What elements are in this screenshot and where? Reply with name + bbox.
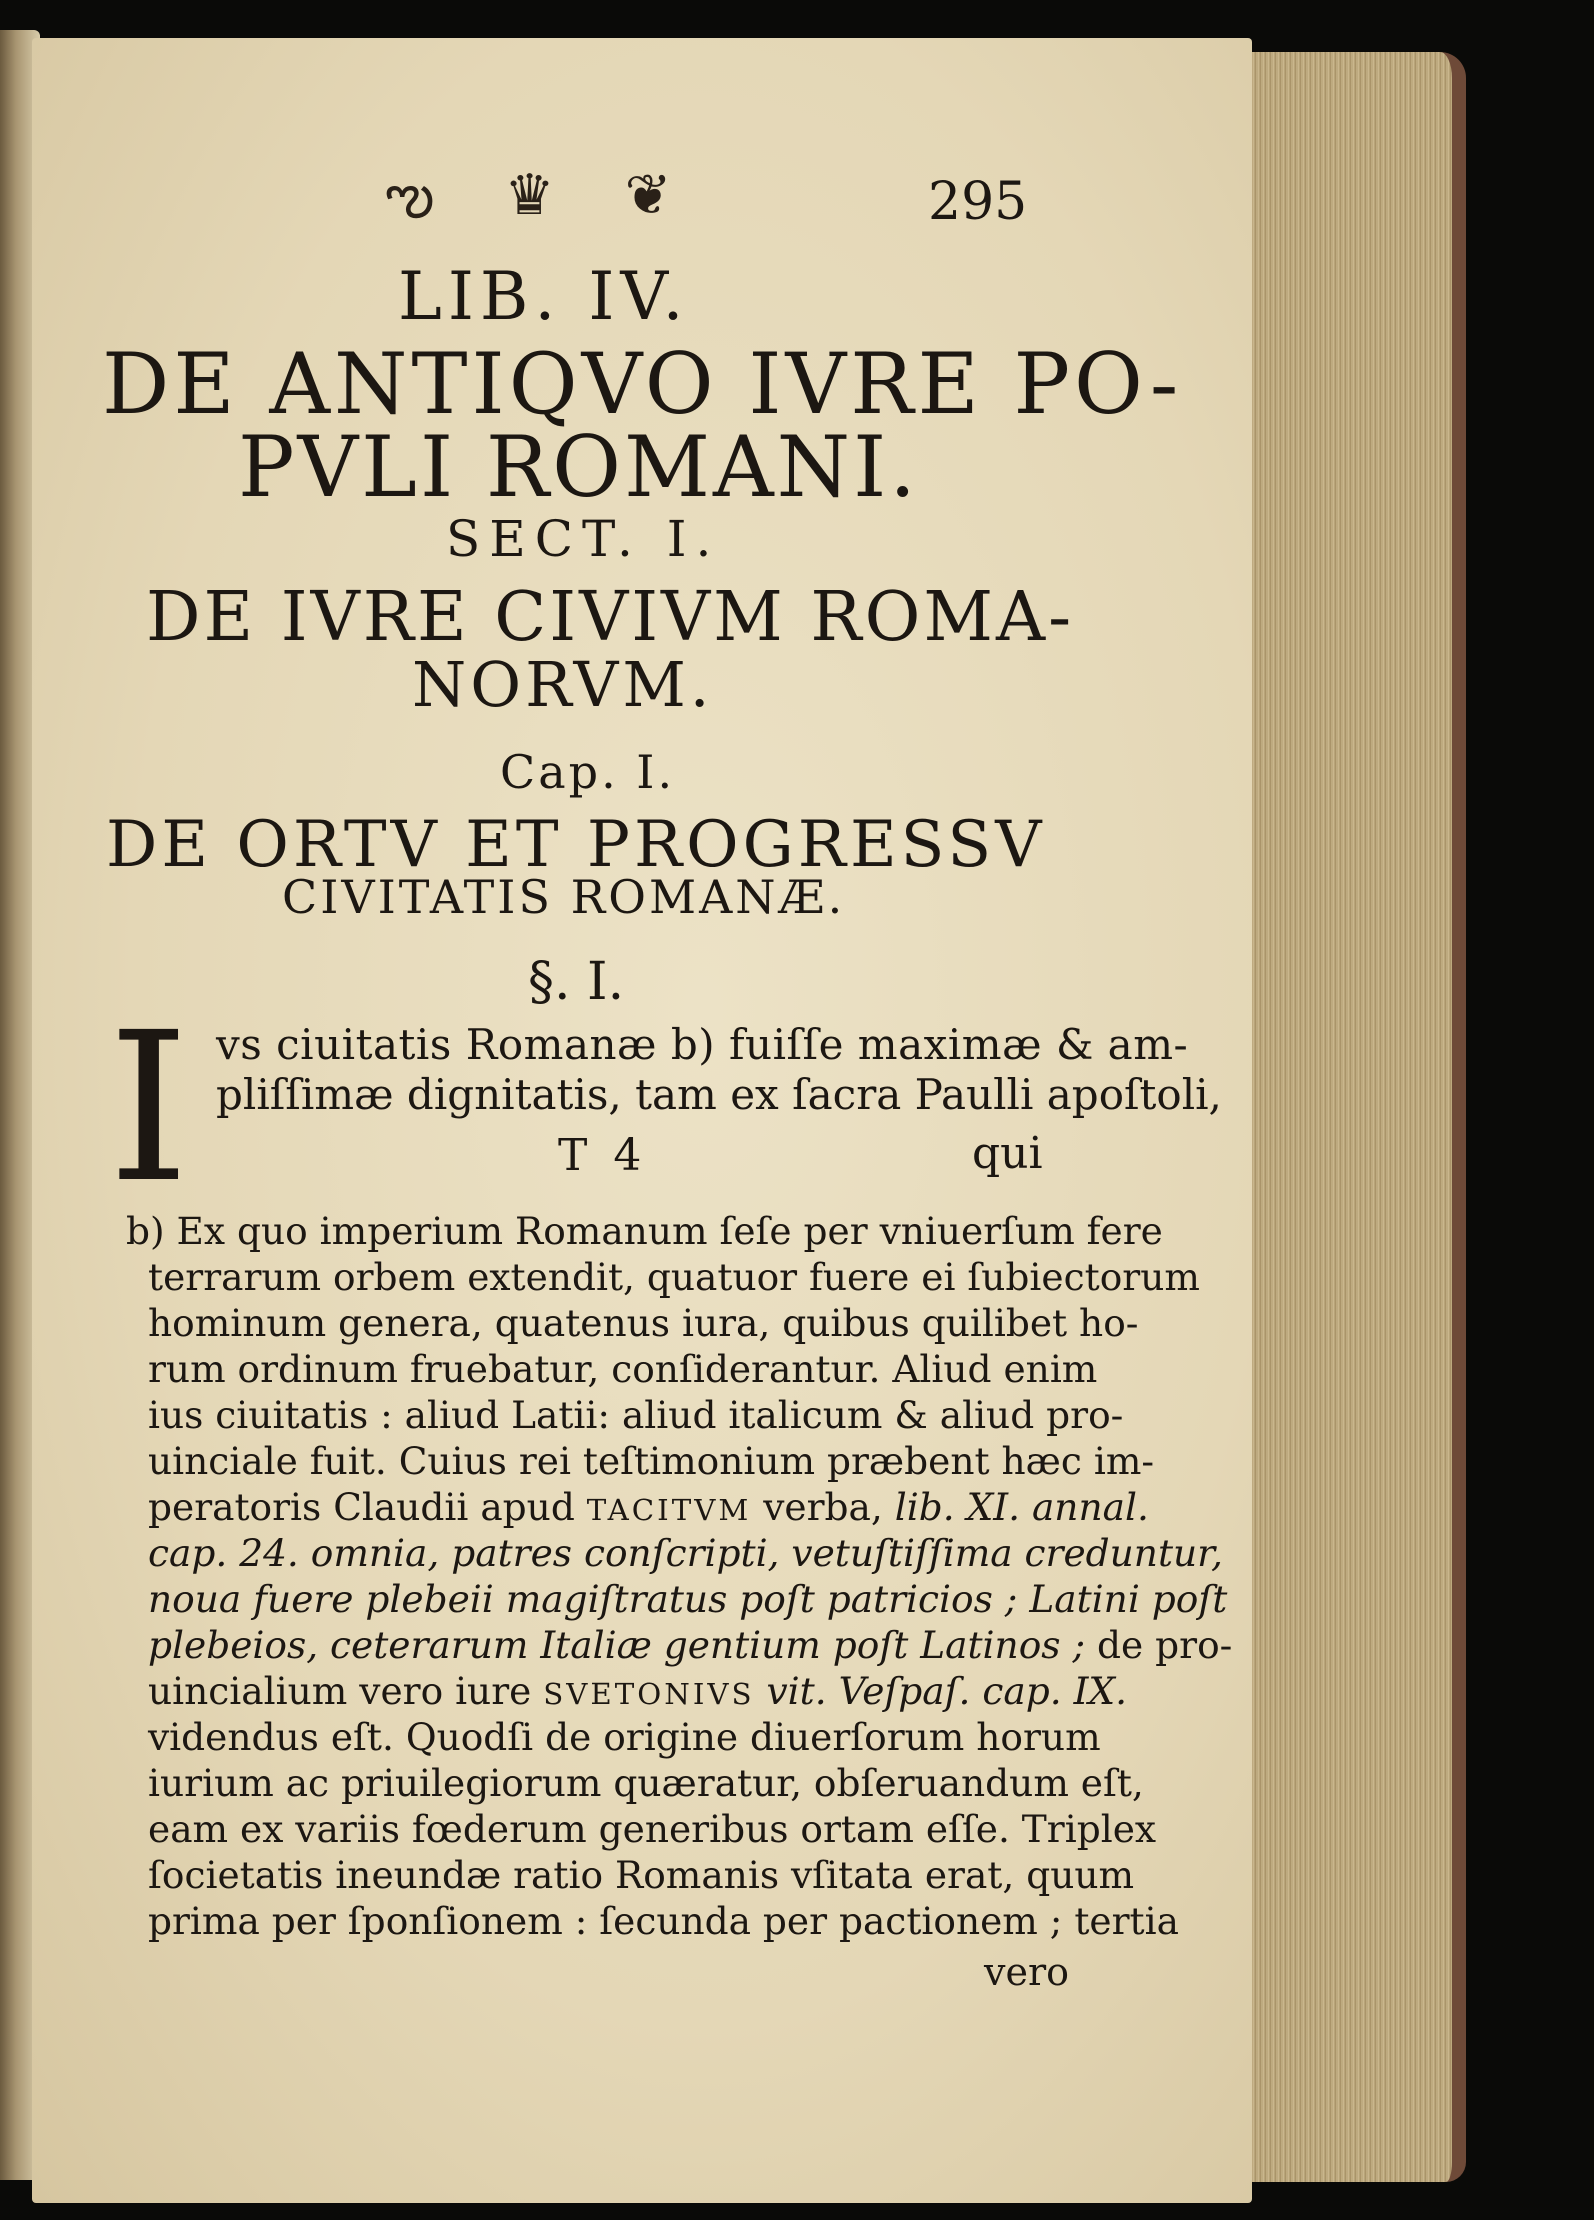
footnote-line [148,1669,1128,1713]
author-name: TACITVM [586,1493,752,1527]
book-heading: LIB. IV. [398,258,690,335]
paragraph-mark: §. I. [528,952,625,1012]
signature-mark: T 4 [558,1130,648,1181]
chapter-title-line2: CIVITATIS ROMANÆ. [282,870,846,924]
footnote-line: videndus eſt. Quodſi de origine diuerſorum horum [148,1715,1101,1759]
footnote-line: iurium ac priuilegiorum quæratur, obſeruandum eſt, [148,1761,1144,1805]
footnote-text: peratoris Claudii apud [148,1485,587,1529]
footnote-text: uincialium vero iure [148,1669,544,1713]
citation: cap. 24. [148,1531,311,1575]
author-name: SVETONIVS [543,1677,755,1711]
footnote-line [148,1531,1223,1575]
footnote-text: verba, [751,1485,895,1529]
quotation: plebeios, ceterarum Italiæ gentium poſt Latinos ; [148,1623,1086,1667]
footnote-line: ſocietatis ineundæ ratio Romanis vſitata erat, quum [148,1853,1135,1897]
section-title-line2: NORVM. [412,648,714,721]
body-line: vs ciuitatis Romanæ b) fuiſſe maximæ & am- [216,1020,1189,1069]
main-title-line2: PVLI ROMANI. [238,418,920,516]
footnote-line: rum ordinum fruebatur, conſiderantur. Aliud enim [148,1347,1098,1391]
footnote-catchword: vero [984,1950,1069,1994]
citation: lib. XI. annal. [894,1485,1149,1529]
quotation: omnia, patres conſcripti, vetuſtiſſima creduntur, [310,1531,1223,1575]
footnote-text: de pro- [1085,1623,1233,1667]
main-title-line1: DE ANTIQVO IVRE PO- [102,335,1183,433]
footnote-line [148,1485,1149,1529]
footnote-line: uinciale fuit. Cuius rei teſtimonium præbent hæc im- [148,1439,1155,1483]
scroll-left-ornament-icon: ఌ [385,163,435,228]
page-number: 295 [928,172,1028,232]
footnote-line: prima per ſponſionem : ſecunda per pactionem ; tertia [148,1899,1179,1943]
catchword: qui [972,1128,1043,1179]
footnote-line [148,1577,1228,1621]
page-block-edge [1252,52,1466,2182]
footnote-line: eam ex variis fœderum generibus ortam eſſe. Triplex [148,1807,1157,1851]
chapter-heading: Cap. I. [500,745,676,799]
section-heading: SECT. I. [446,510,721,568]
section-title-line1: DE IVRE CIVIVM ROMA- [146,578,1075,657]
quotation: noua fuere plebeii magiſtratus poſt patricios ; Latini poſt [148,1577,1228,1621]
citation: vit. Veſpaſ. cap. IX. [754,1669,1128,1713]
footnote-line [148,1623,1233,1667]
crown-ornament-icon: ♛ [504,163,555,228]
body-line: pliſſimæ dignitatis, tam ex ſacra Paulli apoſtoli, [216,1070,1222,1119]
scroll-right-ornament-icon: ❦ [624,163,672,228]
footnote-line: hominum genera, quatenus iura, quibus quilibet ho- [148,1301,1139,1345]
footnote-line: b) Ex quo imperium Romanum ſeſe per vniuerſum fere [126,1209,1163,1253]
footnote-line: terrarum orbem extendit, quatuor fuere ei ſubiectorum [148,1255,1200,1299]
footnote-line: ius ciuitatis : aliud Latii: aliud italicum & aliud pro- [148,1393,1124,1437]
chapter-title-line1: DE ORTV ET PROGRESSV [106,808,1046,882]
drop-cap-initial: I [108,988,190,1228]
header-ornament [385,163,672,228]
